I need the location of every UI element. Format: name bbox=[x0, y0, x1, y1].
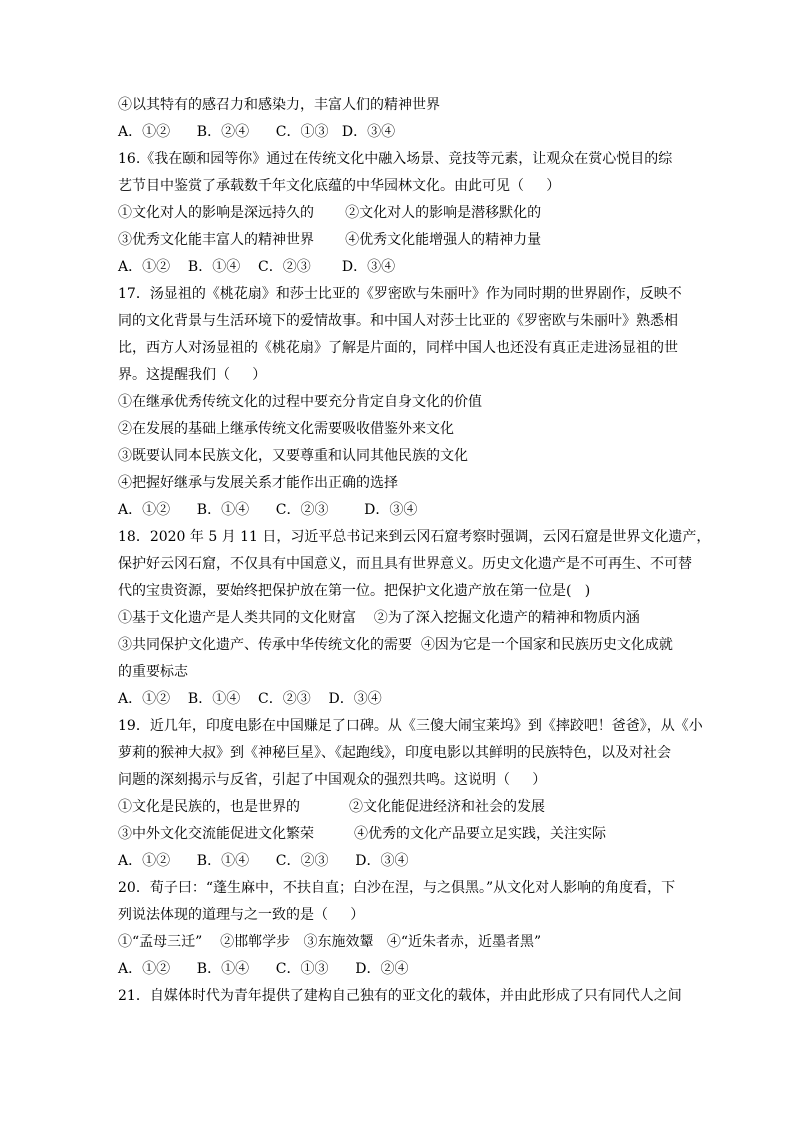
question-21-stem: 21．自媒体时代为青年提供了建构自己独有的亚文化的载体，并由此形成了只有同代人之间 bbox=[118, 988, 682, 1004]
question-18-item: 的重要标志 bbox=[118, 664, 188, 680]
question-19-stem: 19．近几年，印度电影在中国赚足了口碑。从《三傻大闹宝莱坞》到《摔跤吧！爸爸》，从《小 bbox=[118, 718, 703, 734]
answer-options: A．①② B．①④ C．②③ D．③④ bbox=[118, 691, 382, 707]
answer-options: A．①② B．②④ C．①③ D．③④ bbox=[118, 124, 396, 140]
question-19-item: ③中外文化交流能促进文化繁荣 ④优秀的文化产品要立足实践，关注实际 bbox=[118, 826, 607, 842]
question-20-item: ①“孟母三迁” ②邯郸学步 ③东施效颦 ④“近朱者赤，近墨者黑” bbox=[118, 934, 542, 950]
question-19-stem: 问题的深刻揭示与反省，引起了中国观众的强烈共鸣。这说明（ ） bbox=[118, 772, 547, 788]
question-19-stem: 萝莉的猴神大叔》到《神秘巨星》、《起跑线》，印度电影以其鲜明的民族特色，以及对社会 bbox=[118, 745, 671, 761]
question-16-item: ③优秀文化能丰富人的精神世界 ④优秀文化能增强人的精神力量 bbox=[118, 232, 542, 248]
question-20-stem: 列说法体现的道理与之一致的是（ ） bbox=[118, 907, 365, 923]
question-16-item: ①文化对人的影响是深远持久的 ②文化对人的影响是潜移默化的 bbox=[118, 205, 542, 221]
question-18-item: ①基于文化遗产是人类共同的文化财富 ②为了深入挖掘文化遗产的精神和物质内涵 bbox=[118, 610, 640, 626]
question-16-stem: 艺节目中鉴赏了承载数千年文化底蕴的中华园林文化。由此可见（ ） bbox=[118, 178, 561, 194]
question-18-stem: 保护好云冈石窟，不仅具有中国意义，而且具有世界意义。历史文化遗产是不可再生、不可替 bbox=[118, 556, 692, 572]
question-17-item: ①在继承优秀传统文化的过程中要充分肯定自身文化的价值 bbox=[118, 394, 482, 410]
answer-options: A．①② B．①④ C．②③ D．③④ bbox=[118, 853, 409, 869]
question-17-item: ②在发展的基础上继承传统文化需要吸收借鉴外来文化 bbox=[118, 421, 454, 437]
question-16-stem: 16.《我在颐和园等你》通过在传统文化中融入场景、竞技等元素，让观众在赏心悦目的综 bbox=[118, 151, 673, 167]
question-18-item: ③共同保护文化遗产、传承中华传统文化的需要 ④因为它是一个国家和民族历史文化成就 bbox=[118, 637, 673, 653]
question-17-stem: 17．汤显祖的《桃花扇》和莎士比亚的《罗密欧与朱丽叶》作为同时期的世界剧作，反映不 bbox=[118, 286, 682, 302]
question-18-stem: 18．2020 年 5 月 11 日，习近平总书记来到云冈石窟考察时强调，云冈石窟是世界文化遗产， bbox=[118, 529, 711, 545]
question-19-item: ①文化是民族的，也是世界的 ②文化能促进经济和社会的发展 bbox=[118, 799, 545, 815]
document-page bbox=[118, 92, 711, 1010]
text-line: ④以其特有的感召力和感染力，丰富人们的精神世界 bbox=[118, 97, 440, 113]
question-17-stem: 比，西方人对汤显祖的《桃花扇》了解是片面的，同样中国人也还没有真正走进汤显祖的世 bbox=[118, 340, 678, 356]
question-20-stem: 20．荀子曰：“蓬生麻中，不扶自直；白沙在涅，与之俱黑。”从文化对人影响的角度看，下 bbox=[118, 880, 676, 896]
question-17-item: ③既要认同本民族文化，又要尊重和认同其他民族的文化 bbox=[118, 448, 468, 464]
question-17-item: ④把握好继承与发展关系才能作出正确的选择 bbox=[118, 475, 398, 491]
question-17-stem: 同的文化背景与生活环境下的爱情故事。和中国人对莎士比亚的《罗密欧与朱丽叶》熟悉相 bbox=[118, 313, 678, 329]
answer-options: A．①② B．①④ C．②③ D．③④ bbox=[118, 502, 418, 518]
answer-options: A．①② B．①④ C．②③ D．③④ bbox=[118, 259, 396, 275]
answer-options: A．①② B．①④ C．①③ D．②④ bbox=[118, 961, 409, 977]
question-17-stem: 界。这提醒我们（ ） bbox=[118, 367, 267, 383]
question-18-stem: 代的宝贵资源，要始终把保护放在第一位。把保护文化遗产放在第一位是( ) bbox=[118, 583, 591, 599]
